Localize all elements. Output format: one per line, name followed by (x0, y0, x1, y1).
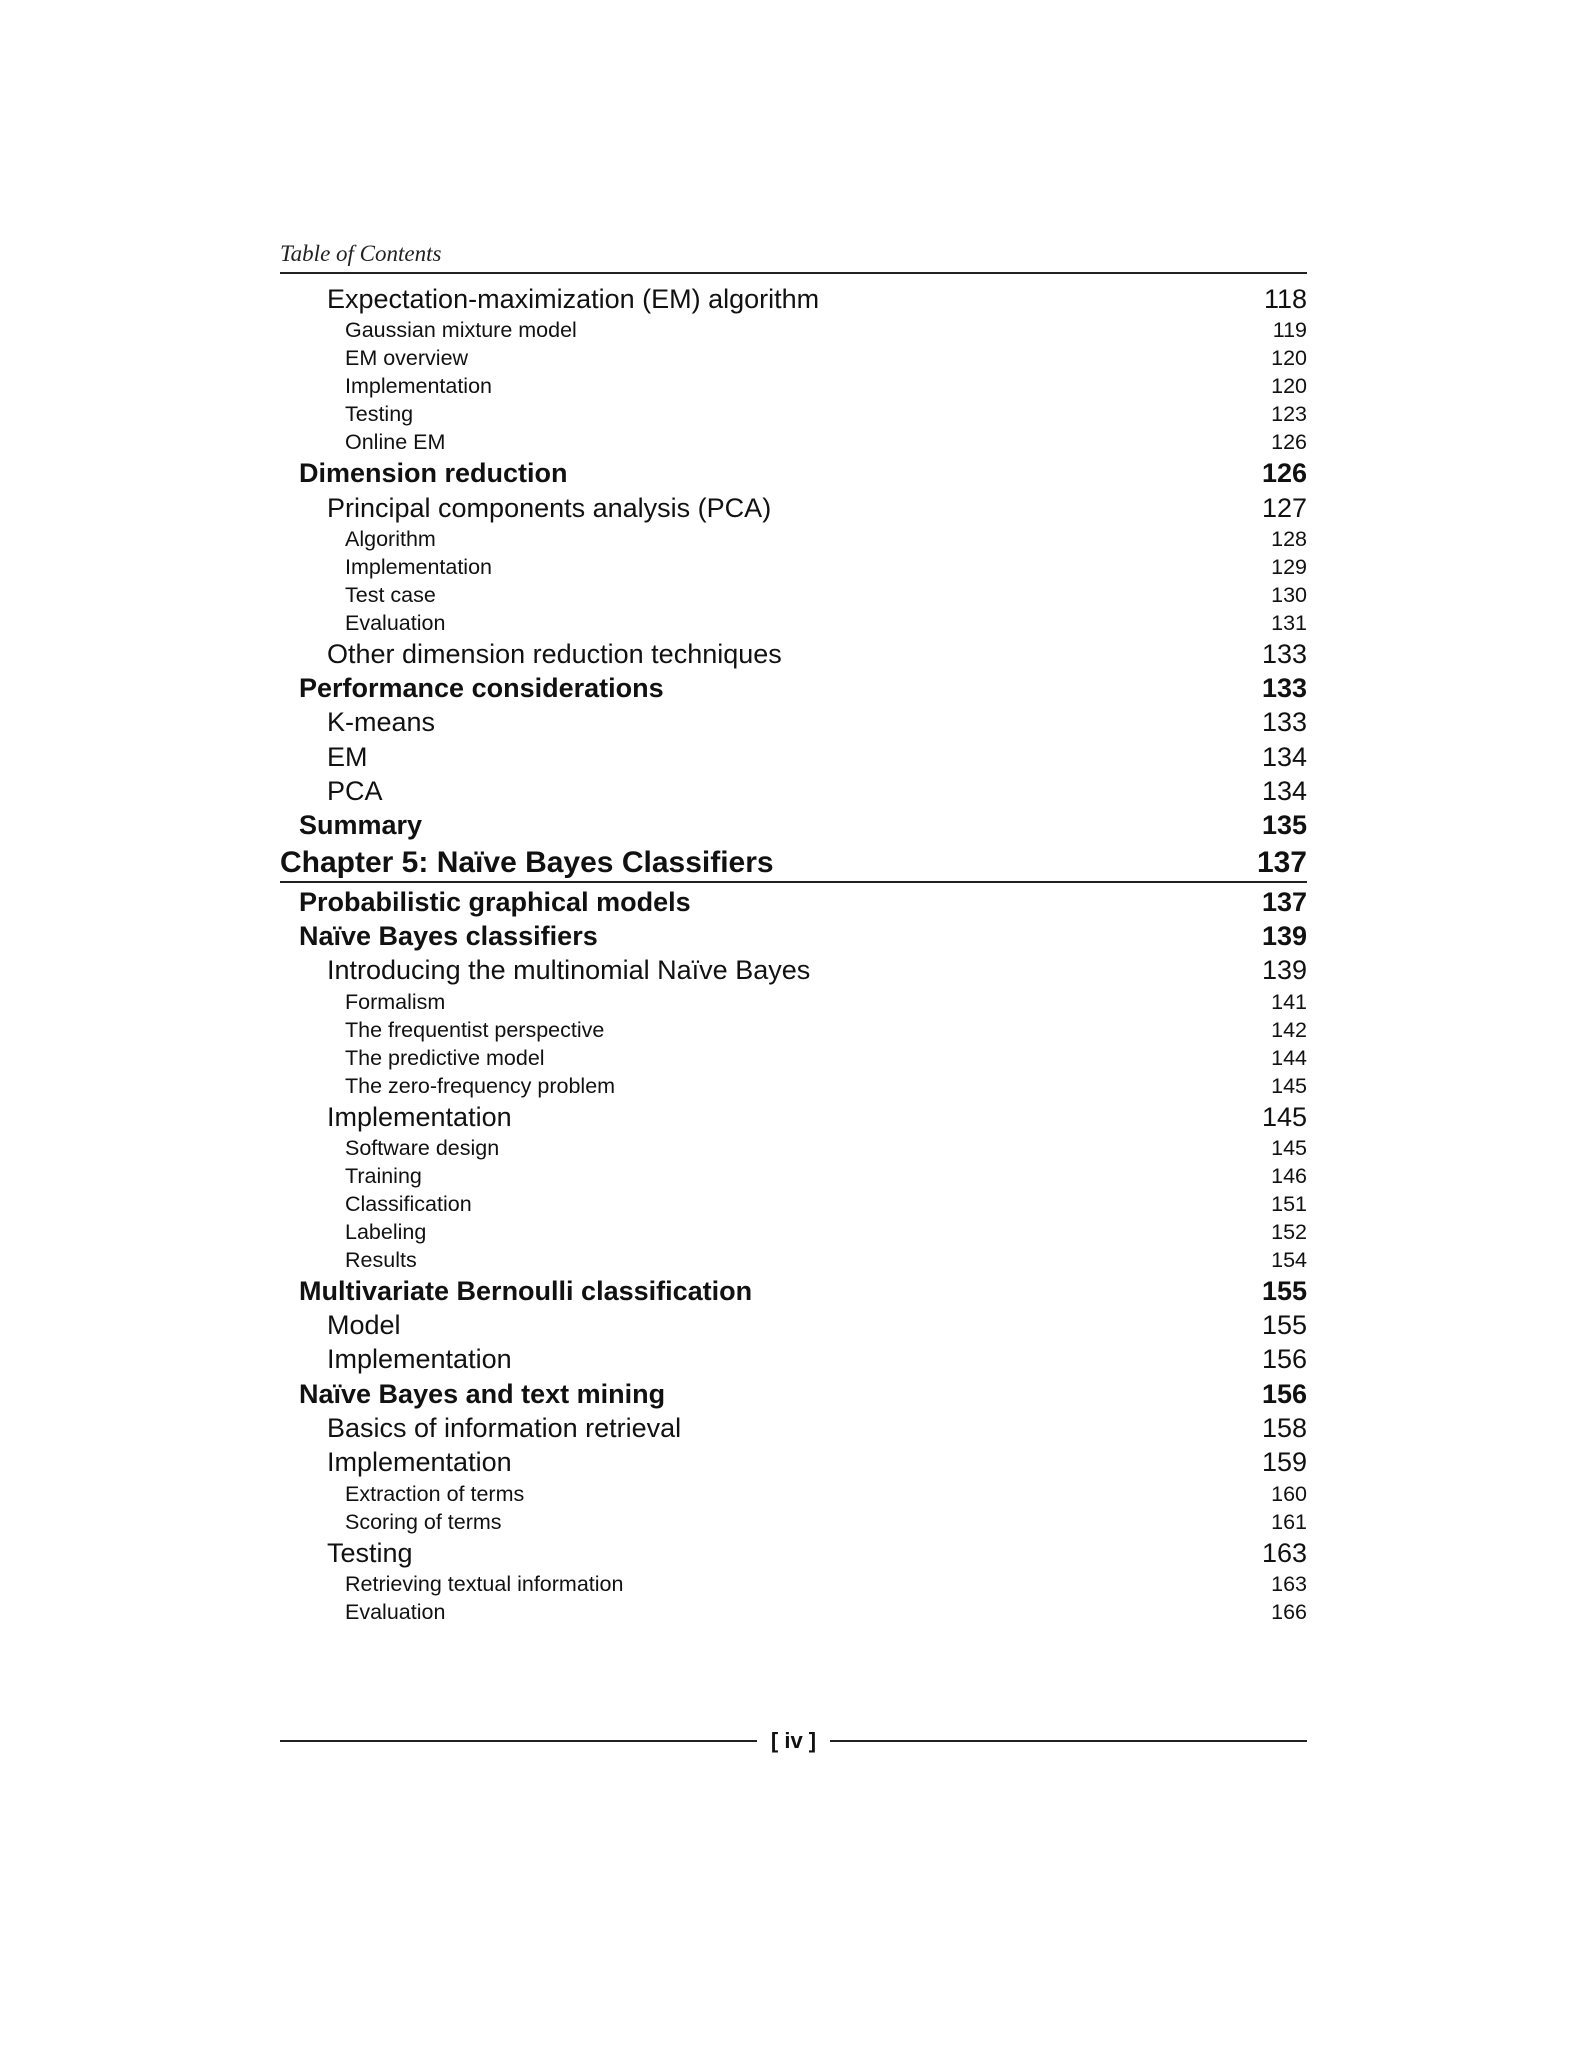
toc-entry-subsubsection[interactable] (280, 1570, 1307, 1598)
running-header: Table of Contents (280, 240, 1307, 274)
toc-entry-page: 161 (1271, 1509, 1307, 1534)
toc-entry-title: Implementation (345, 554, 492, 579)
toc-entry-subsection[interactable] (280, 705, 1307, 739)
toc-entry-section[interactable] (280, 671, 1307, 705)
page-number: [ iv ] (770, 1728, 817, 1753)
toc-entry-section[interactable] (280, 919, 1307, 953)
toc-entry-subsubsection[interactable] (280, 344, 1307, 372)
toc-entry-title: Multivariate Bernoulli classification (299, 1275, 753, 1306)
toc-entry-title: Implementation (327, 1101, 512, 1132)
toc-entry-subsection[interactable] (280, 637, 1307, 671)
toc-entry-page: 126 (1271, 430, 1307, 455)
toc-entry-title: Labeling (345, 1219, 427, 1244)
toc-entry-page: 131 (1271, 610, 1307, 635)
footer-rule-right (830, 1740, 1307, 1742)
toc-entry-subsubsection[interactable] (280, 428, 1307, 456)
toc-entry-subsubsection[interactable] (280, 1044, 1307, 1072)
toc-entry-page: 166 (1271, 1599, 1307, 1624)
toc-entry-page: 139 (1261, 955, 1307, 986)
toc-entry-title: Probabilistic graphical models (299, 886, 691, 917)
toc-entry-page: 127 (1261, 492, 1307, 523)
toc-entry-page: 126 (1261, 458, 1307, 489)
toc-entry-subsubsection[interactable] (280, 1508, 1307, 1536)
toc-entry-title: Training (345, 1163, 422, 1188)
toc-entry-subsubsection[interactable] (280, 1072, 1307, 1100)
toc-entry-page: 144 (1271, 1045, 1307, 1070)
toc-entry-title: The predictive model (345, 1045, 545, 1070)
toc-entry-title: Formalism (345, 989, 446, 1014)
toc-entry-title: Evaluation (345, 1599, 446, 1624)
toc-entry-title: K-means (327, 707, 436, 738)
toc-entry-page: 155 (1261, 1310, 1307, 1341)
toc-entry-subsection[interactable] (280, 491, 1307, 525)
toc-entry-subsubsection[interactable] (280, 1162, 1307, 1190)
toc-entry-subsection[interactable] (280, 1536, 1307, 1570)
toc-entry-subsubsection[interactable] (280, 581, 1307, 609)
toc-entry-title: Chapter 5: Naïve Bayes Classifiers (280, 845, 774, 879)
toc-entry-page: 134 (1261, 741, 1307, 772)
toc-entry-subsection[interactable] (280, 1445, 1307, 1479)
toc-entry-page: 156 (1261, 1378, 1307, 1409)
toc-entry-page: 133 (1261, 707, 1307, 738)
toc-entry-section[interactable] (280, 885, 1307, 919)
toc-entry-page: 137 (1256, 845, 1307, 879)
toc-entry-subsubsection[interactable] (280, 400, 1307, 428)
toc-entry-title: The frequentist perspective (345, 1017, 605, 1042)
toc-entry-page: 120 (1271, 374, 1307, 399)
toc-entry-title: Retrieving textual information (345, 1571, 624, 1596)
toc-entry-title: Implementation (327, 1344, 512, 1375)
toc-entry-title: Naïve Bayes and text mining (299, 1378, 666, 1409)
toc-entry-section[interactable] (280, 1377, 1307, 1411)
toc-entry-title: Software design (345, 1135, 500, 1160)
toc-entry-page: 159 (1261, 1447, 1307, 1478)
toc-entry-subsubsection[interactable] (280, 1134, 1307, 1162)
toc-entry-page: 151 (1271, 1191, 1307, 1216)
toc-entry-title: EM (327, 741, 368, 772)
toc-entry-subsection[interactable] (280, 282, 1307, 316)
toc-entry-title: Introducing the multinomial Naïve Bayes (327, 955, 811, 986)
toc-entry-title: Implementation (345, 374, 492, 399)
toc-entry-title: Algorithm (345, 526, 436, 551)
toc-entry-section[interactable] (280, 1274, 1307, 1308)
toc-entry-title: Implementation (327, 1447, 512, 1478)
toc-entry-page: 139 (1261, 920, 1307, 951)
toc-entry-subsubsection[interactable] (280, 609, 1307, 637)
toc-entry-title: Expectation-maximization (EM) algorithm (327, 284, 820, 314)
toc-entry-page: 156 (1261, 1344, 1307, 1375)
toc-entry-title: Performance considerations (299, 673, 664, 704)
toc-entry-title: Evaluation (345, 610, 446, 635)
toc-entry-title: Classification (345, 1191, 472, 1216)
toc-entry-subsection[interactable] (280, 1342, 1307, 1376)
toc-entry-page: 142 (1271, 1017, 1307, 1042)
toc-list (280, 282, 1307, 1626)
toc-entry-page: 145 (1271, 1073, 1307, 1098)
toc-entry-page: 145 (1271, 1135, 1307, 1160)
toc-entry-title: The zero-frequency problem (345, 1073, 616, 1098)
toc-entry-page: 129 (1271, 554, 1307, 579)
toc-entry-subsubsection[interactable] (280, 525, 1307, 553)
toc-entry-title: Naïve Bayes classifiers (299, 920, 598, 951)
toc-entry-subsection[interactable] (280, 1100, 1307, 1134)
toc-entry-page: 133 (1261, 638, 1307, 669)
toc-entry-page: 160 (1271, 1481, 1307, 1506)
toc-entry-page: 119 (1272, 318, 1307, 343)
toc-entry-page: 152 (1271, 1219, 1307, 1244)
toc-entry-subsubsection[interactable] (280, 1480, 1307, 1508)
toc-entry-subsubsection[interactable] (280, 988, 1307, 1016)
toc-entry-page: 155 (1261, 1275, 1307, 1306)
toc-entry-page: 120 (1271, 346, 1307, 371)
toc-entry-page: 130 (1271, 582, 1307, 607)
toc-entry-title: Principal components analysis (PCA) (327, 492, 772, 523)
toc-entry-subsubsection[interactable] (280, 372, 1307, 400)
toc-entry-page: 158 (1261, 1413, 1307, 1444)
toc-entry-subsection[interactable] (280, 953, 1307, 987)
toc-entry-title: Results (345, 1247, 417, 1272)
toc-entry-title: Extraction of terms (345, 1481, 525, 1506)
toc-entry-section[interactable] (280, 808, 1307, 842)
toc-entry-page: 137 (1261, 886, 1307, 917)
toc-entry-page: 123 (1271, 402, 1307, 427)
toc-entry-page: 146 (1271, 1163, 1307, 1188)
footer-rule-left (280, 1740, 757, 1742)
toc-entry-title: Scoring of terms (345, 1509, 502, 1534)
toc-entry-title: Basics of information retrieval (327, 1413, 682, 1444)
toc-entry-title: EM overview (345, 346, 469, 371)
toc-entry-subsection[interactable] (280, 740, 1307, 774)
toc-entry-page: 141 (1271, 989, 1307, 1014)
toc-entry-page: 154 (1271, 1247, 1307, 1272)
toc-entry-title: PCA (327, 776, 383, 807)
toc-entry-chapter[interactable] (280, 845, 1307, 883)
toc-entry-title: Summary (299, 810, 423, 841)
toc-page (280, 240, 1307, 1626)
toc-entry-subsubsection[interactable] (280, 1246, 1307, 1274)
toc-entry-subsubsection[interactable] (280, 1218, 1307, 1246)
toc-entry-title: Dimension reduction (299, 458, 568, 489)
toc-entry-title: Testing (345, 402, 414, 427)
toc-entry-page: 135 (1261, 810, 1307, 841)
toc-entry-title: Testing (327, 1537, 413, 1568)
toc-entry-page: 145 (1261, 1101, 1307, 1132)
toc-entry-title: Gaussian mixture model (345, 318, 577, 343)
toc-entry-subsubsection[interactable] (280, 1190, 1307, 1218)
toc-entry-subsubsection[interactable] (280, 553, 1307, 581)
toc-entry-title: Online EM (345, 430, 446, 455)
toc-entry-page: 163 (1261, 1537, 1307, 1568)
toc-entry-page: 118 (1263, 284, 1307, 314)
toc-entry-subsubsection[interactable] (280, 1598, 1307, 1626)
toc-entry-title: Model (327, 1310, 401, 1341)
toc-entry-subsection[interactable] (280, 1411, 1307, 1445)
toc-entry-subsection[interactable] (280, 774, 1307, 808)
toc-entry-subsection[interactable] (280, 1308, 1307, 1342)
toc-entry-section[interactable] (280, 456, 1307, 490)
toc-entry-page: 163 (1271, 1571, 1307, 1596)
toc-entry-title: Other dimension reduction techniques (327, 638, 782, 669)
toc-entry-page: 128 (1271, 526, 1307, 551)
toc-entry-subsubsection[interactable] (280, 1016, 1307, 1044)
toc-entry-subsubsection[interactable] (280, 316, 1307, 344)
page-footer (280, 1728, 1307, 1754)
toc-entry-page: 134 (1261, 776, 1307, 807)
toc-entry-page: 133 (1261, 673, 1307, 704)
toc-entry-title: Test case (345, 582, 436, 607)
